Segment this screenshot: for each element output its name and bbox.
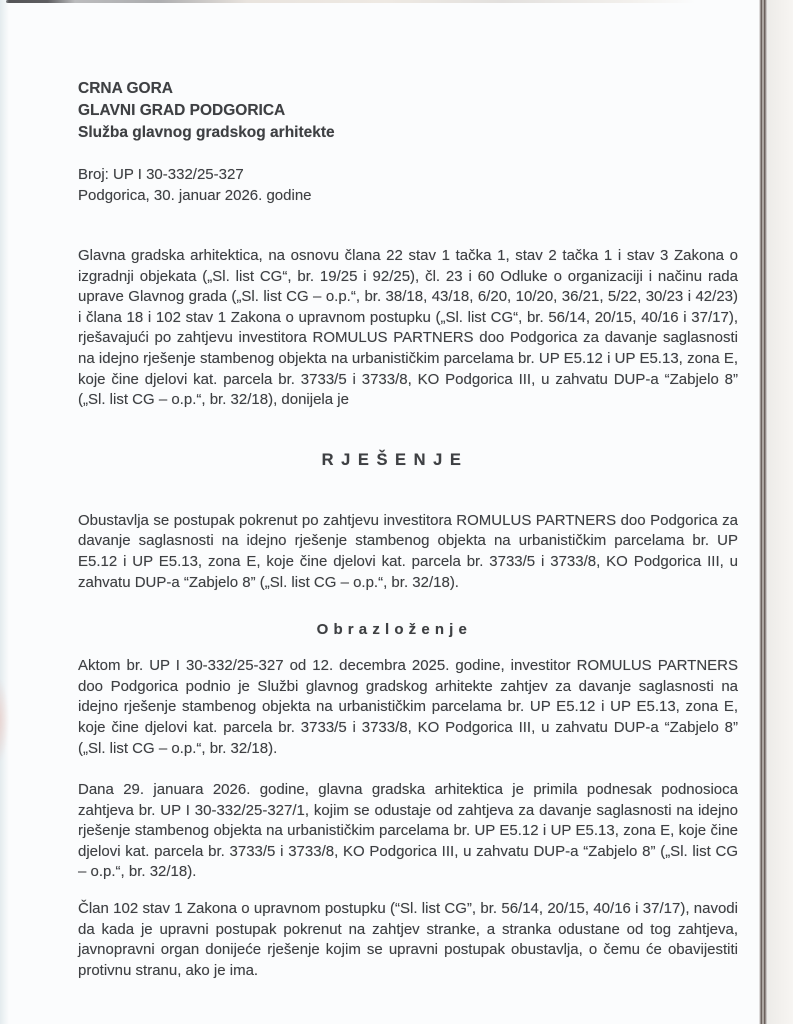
- scan-artifact-page-edge-line: [759, 0, 767, 1024]
- document-content: [78, 0, 738, 981]
- document-number: Broj: UP I 30-332/25-327: [78, 166, 244, 183]
- decision-paragraph: Obustavlja se postupak pokrenut po zahtjevu investitora ROMULUS PARTNERS doo Podgorica za davanje saglasnosti na idejno rješenje stambenog objekta na urbanističkim parcelama br. UP E5.12 i UP E5.13, zona E, koje čine djelovi kat. parcela br. 3733/5 i 3733/8, KO Podgorica III, u zahvatu DUP-a “Zabjelo 8” („Sl. list CG – o.p.“, br. 32/18).: [78, 511, 738, 591]
- rationale-paragraph-3: Član 102 stav 1 Zakona o upravnom postupku (“Sl. list CG”, br. 56/14, 20/15, 40/16 i 37/17), navodi da kada je upravni postupak pokrenut na zahtjev stranke, a stranka odustane od tog zahtjeva, javnopravni organ donijeće rješenje kojim se upravni postupak obustavlja, o čemu će obavijestiti protivnu stranu, ako je ima.: [78, 900, 738, 979]
- letterhead-office: Služba glavnog gradskog arhitekte: [78, 124, 335, 141]
- letterhead-country: CRNA GORA: [78, 80, 174, 97]
- rationale-paragraph-1: Aktom br. UP I 30-332/25-327 od 12. decembra 2025. godine, investitor ROMULUS PARTNERS doo Podgorica podnio je Službi glavnog gradskog arhitekte zahtjev za davanje saglasnosti na idejno rješenje stambenog objekta na urbanističkim parcelama br. UP E5.12 i UP E5.13, zona E, koje čine djelovi kat. parcela br. 3733/5 i 3733/8, KO Podgorica III, u zahvatu DUP-a “Zabjelo 8” („Sl. list CG – o.p.“, br. 32/18).: [78, 657, 738, 757]
- letterhead-city: GLAVNI GRAD PODGORICA: [78, 102, 286, 119]
- decision-heading: R J E Š E N J E: [321, 450, 463, 469]
- rationale-paragraph-2: Dana 29. januara 2026. godine, glavna gradska arhitektica je primila podnesak podnosioca zahtjeva br. UP I 30-332/25-327/1, kojim se odustaje od zahtjeva za davanje saglasnosti na idejno rješenje stambenog objekta na urbanističkim parcelama br. UP E5.12 i UP E5.13, zona E, koje čine djelovi kat. parcela br. 3733/5 i 3733/8, KO Podgorica III, u zahvatu DUP-a “Zabjelo 8” („Sl. list CG – o.p.“, br. 32/18).: [78, 781, 738, 881]
- rationale-heading: O b r a z l o ž e n j e: [316, 621, 468, 639]
- document-place-date: Podgorica, 30. januar 2026. godine: [78, 187, 312, 204]
- intro-paragraph: Glavna gradska arhitektica, na osnovu člana 22 stav 1 tačka 1, stav 2 tačka 1 i stav 3 Zakona o izgradnji objekata („Sl. list CG“, br. 19/25 i 92/25), čl. 23 i 60 Odluke o organizaciji i načinu rada uprave Glavnog grada („Sl. list CG – o.p.“, br. 38/18, 43/18, 6/20, 10/20, 36/21, 5/22, 30/23 i 42/23) i člana 18 i 102 stav 1 Zakona o upravnom postupku („Sl. list CG“, br. 56/14, 20/15, 40/16 i 37/17), rješavajući po zahtjevu investitora ROMULUS PARTNERS doo Podgorica za davanje saglasnosti na idejno rješenje stambenog objekta na urbanističkim parcelama br. UP E5.12 i UP E5.13, zona E, koje čine djelovi kat. parcela br. 3733/5 i 3733/8, KO Podgorica III, u zahvatu DUP-a “Zabjelo 8” („Sl. list CG – o.p.“, br. 32/18), donijela je: [78, 247, 738, 409]
- letterhead: [78, 78, 738, 144]
- scan-artifact-right-margin: [767, 0, 793, 1024]
- scan-artifact-smudge: [0, 678, 9, 762]
- document-meta: [78, 164, 738, 206]
- scan-artifact-left-edge: [0, 0, 9, 1024]
